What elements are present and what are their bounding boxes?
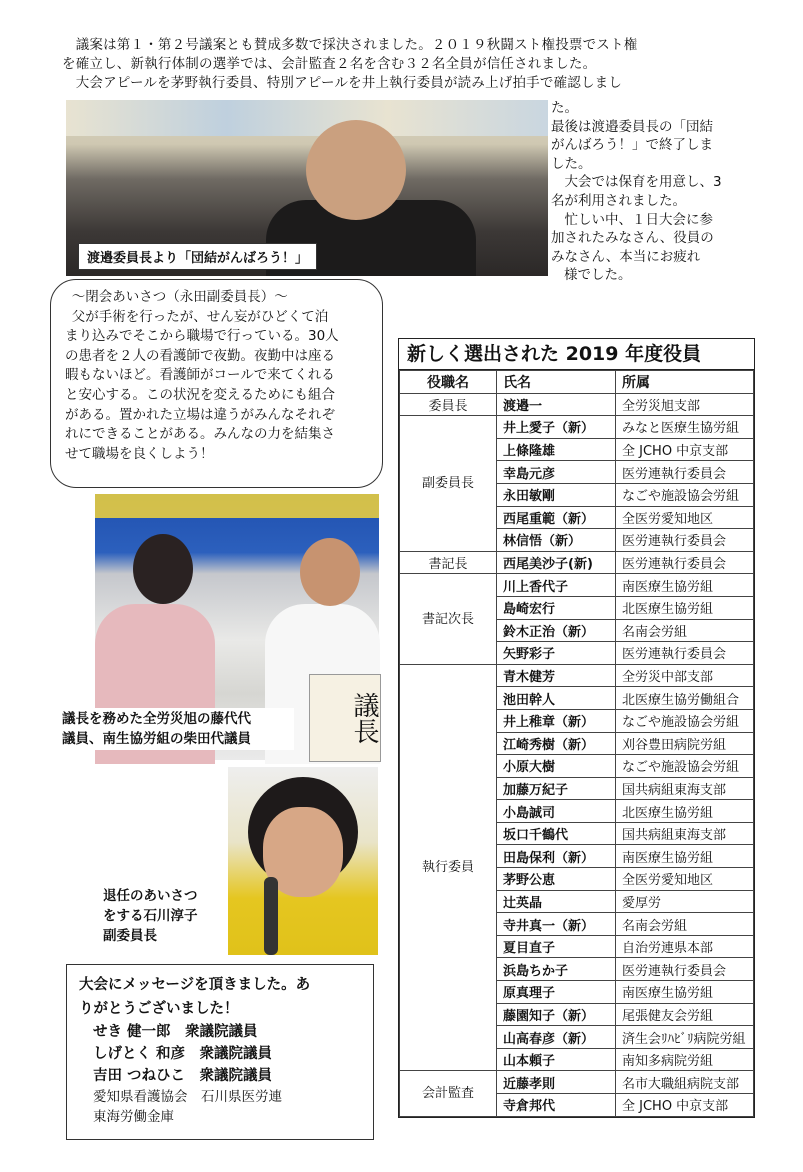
officer-name: 矢野彩子	[497, 642, 616, 665]
photo-figure-head	[306, 120, 406, 220]
officers-table	[398, 338, 755, 1118]
text-line: 最後は渡邉委員長の「団結	[551, 118, 713, 135]
officer-name: 近藤孝則	[497, 1071, 616, 1094]
photo-figure-head	[133, 534, 193, 604]
officer-affiliation: 名南会労組	[616, 619, 754, 642]
officer-name: 茅野公恵	[497, 868, 616, 891]
officer-name: 藤園知子（新）	[497, 1003, 616, 1026]
officer-name: 山高春彦（新）	[497, 1026, 616, 1049]
text-line: 様でした。	[564, 267, 632, 284]
text-line: た。	[551, 100, 578, 116]
closing-line: まり込みでそこから職場で行っている。30人	[65, 328, 339, 345]
table-row	[400, 393, 754, 416]
officer-affiliation: 国共病組東海支部	[616, 822, 754, 845]
officer-name: 寺倉邦代	[497, 1094, 616, 1117]
officer-position: 会計監査	[400, 1071, 497, 1116]
officer-affiliation: 南医療生協労組	[616, 845, 754, 868]
closing-line: 父が手術を行ったが、せん妄がひどくて泊	[71, 308, 329, 325]
caption-line: をする石川淳子	[103, 908, 198, 924]
officer-name: 鈴木正治（新）	[497, 619, 616, 642]
officer-affiliation: 北医療生協労働組合	[616, 687, 754, 710]
messages-box	[66, 964, 374, 1140]
officer-position: 執行委員	[400, 664, 497, 1071]
officer-affiliation: 医労連執行委員会	[616, 461, 754, 484]
table-row	[400, 1071, 754, 1094]
photo3-caption	[103, 886, 243, 946]
closing-remarks-bubble	[50, 279, 383, 488]
officer-affiliation: 南知多病院労組	[616, 1048, 754, 1071]
officer-name: 上條隆雄	[497, 438, 616, 461]
closing-line: の患者を２人の看護師で夜勤。夜勤中は座る	[65, 347, 335, 364]
officer-name: 田島保利（新）	[497, 845, 616, 868]
caption-line: 議長を務めた全労災旭の藤代代	[62, 711, 251, 727]
officer-affiliation: 名南会労組	[616, 913, 754, 936]
officers-grid	[399, 370, 754, 1117]
intro-line: 大会アピールを茅野執行委員、特別アピールを井上執行委員が読み上げ拍手で確認しまし	[62, 75, 623, 91]
officer-affiliation: 済生会ﾘﾊﾋﾞﾘ病院労組	[616, 1026, 754, 1049]
officer-affiliation: 医労連執行委員会	[616, 551, 754, 574]
message-sender: しげとく 和彦 衆議院議員	[93, 1046, 273, 1062]
officer-name: 寺井真一（新）	[497, 913, 616, 936]
photo-banner	[66, 100, 548, 136]
chair-nameplate: 議長	[309, 674, 381, 762]
officers-table-title: 新しく選出された 2019 年度役員	[399, 339, 754, 370]
officer-name: 青木健芳	[497, 664, 616, 687]
officer-name: 江崎秀樹（新）	[497, 732, 616, 755]
officer-name: 坂口千鶴代	[497, 822, 616, 845]
officer-name: 原真理子	[497, 981, 616, 1004]
officer-affiliation: 全 JCHO 中京支部	[616, 1094, 754, 1117]
closing-remarks-heading: ～閉会あいさつ（永田副委員長）～	[71, 289, 288, 305]
message-sender: せき 健一郎 衆議院議員	[93, 1024, 258, 1040]
officer-affiliation: なごや施設協会労組	[616, 709, 754, 732]
closing-line: れにできることがある。みんなの力を結集さ	[65, 426, 335, 443]
caption-line: 退任のあいさつ	[103, 888, 198, 904]
table-row	[400, 551, 754, 574]
message-org: 東海労働金庫	[93, 1109, 174, 1125]
officer-position: 副委員長	[400, 416, 497, 552]
officer-position: 書記長	[400, 551, 497, 574]
officer-name: 川上香代子	[497, 574, 616, 597]
message-sender: 吉田 つねひこ 衆議院議員	[93, 1068, 273, 1084]
header-affiliation: 所属	[616, 371, 754, 394]
closing-paragraph	[551, 99, 751, 285]
closing-line: がある。置かれた立場は違うがみんなそれぞ	[65, 406, 335, 423]
caption-line: 副委員長	[103, 928, 157, 944]
officer-name: 林信悟（新）	[497, 529, 616, 552]
table-row	[400, 416, 754, 439]
officer-name: 島崎宏行	[497, 596, 616, 619]
text-line: 加されたみなさん、役員の	[551, 230, 714, 247]
message-org: 愛知県看護協会 石川県医労連	[93, 1089, 282, 1105]
microphone-icon	[264, 877, 278, 955]
officer-affiliation: 愛厚労	[616, 890, 754, 913]
officer-affiliation: 尾張健友会労組	[616, 1003, 754, 1026]
officer-affiliation: 刈谷豊田病院労組	[616, 732, 754, 755]
officer-affiliation: 医労連執行委員会	[616, 958, 754, 981]
officer-name: 加藤万紀子	[497, 777, 616, 800]
officer-affiliation: 全労災旭支部	[616, 393, 754, 416]
officer-name: 池田幹人	[497, 687, 616, 710]
officer-affiliation: 医労連執行委員会	[616, 642, 754, 665]
officer-position: 委員長	[400, 393, 497, 416]
officer-name: 井上愛子（新）	[497, 416, 616, 439]
officer-affiliation: 全労災中部支部	[616, 664, 754, 687]
intro-line: を確立し、新執行体制の選挙では、会計監査２名を含む３２名全員が信任されました。	[62, 56, 597, 72]
closing-line: と安心する。この状況を変えるためにも組合	[65, 386, 335, 403]
officer-name: 井上稚章（新）	[497, 709, 616, 732]
text-line: した。	[551, 155, 592, 172]
officer-affiliation: 全 JCHO 中京支部	[616, 438, 754, 461]
officer-affiliation: みなと医療生協労組	[616, 416, 754, 439]
closing-line: 暇もないほど。看護師がコールで来てくれる	[65, 367, 335, 384]
officer-name: 渡邉一	[497, 393, 616, 416]
officer-name: 小島誠司	[497, 800, 616, 823]
photo1-caption: 渡邉委員長より「団結がんばろう！」	[78, 243, 317, 270]
officer-affiliation: 北医療生協労組	[616, 596, 754, 619]
messages-title: 大会にメッセージを頂きました。あ	[79, 977, 311, 993]
text-line: 名が利用されました。	[551, 192, 686, 209]
closing-line: せて職場を良くしよう！	[65, 445, 214, 462]
photo-banner	[95, 494, 379, 518]
photo-closing-cheer	[66, 100, 548, 276]
header-name: 氏名	[497, 371, 616, 394]
messages-title: りがとうございました！	[79, 1001, 239, 1017]
text-line: 忙しい中、１日大会に参	[551, 211, 713, 228]
officer-name: 西尾重範（新）	[497, 506, 616, 529]
photo-figure-head	[300, 538, 360, 606]
text-line: がんばろう！」で終了しま	[551, 137, 713, 154]
officer-name: 浜島ちか子	[497, 958, 616, 981]
officer-affiliation: なごや施設協会労組	[616, 483, 754, 506]
officer-name: 永田敏剛	[497, 483, 616, 506]
officer-affiliation: 全医労愛知地区	[616, 868, 754, 891]
officer-affiliation: 南医療生協労組	[616, 574, 754, 597]
officer-position: 書記次長	[400, 574, 497, 664]
officer-affiliation: 南医療生協労組	[616, 981, 754, 1004]
officer-affiliation: 全医労愛知地区	[616, 506, 754, 529]
officer-name: 夏目直子	[497, 935, 616, 958]
officer-name: 西尾美沙子(新)	[497, 551, 616, 574]
table-header-row	[400, 371, 754, 394]
table-row	[400, 574, 754, 597]
officer-affiliation: 自治労連県本部	[616, 935, 754, 958]
table-row	[400, 664, 754, 687]
officer-affiliation: 医労連執行委員会	[616, 529, 754, 552]
intro-paragraph	[62, 36, 752, 93]
officer-name: 小原大樹	[497, 755, 616, 778]
officer-affiliation: 北医療生協労組	[616, 800, 754, 823]
photo-retiring-speech	[228, 767, 378, 955]
text-line: みなさん、本当にお疲れ	[551, 248, 701, 265]
officer-affiliation: なごや施設協会労組	[616, 755, 754, 778]
officer-name: 幸島元彦	[497, 461, 616, 484]
caption-line: 議員、南生協労組の柴田代議員	[62, 731, 251, 747]
officer-name: 山本頼子	[497, 1048, 616, 1071]
header-position: 役職名	[400, 371, 497, 394]
photo-chairpersons	[62, 494, 379, 760]
text-line: 大会では保育を用意し、3	[551, 174, 722, 191]
officer-affiliation: 名市大職組病院支部	[616, 1071, 754, 1094]
photo2-caption	[60, 708, 294, 750]
intro-line: 議案は第１・第２号議案とも賛成多数で採決されました。２０１９秋闘スト権投票でスト権	[62, 37, 638, 53]
officer-name: 辻英晶	[497, 890, 616, 913]
officer-affiliation: 国共病組東海支部	[616, 777, 754, 800]
